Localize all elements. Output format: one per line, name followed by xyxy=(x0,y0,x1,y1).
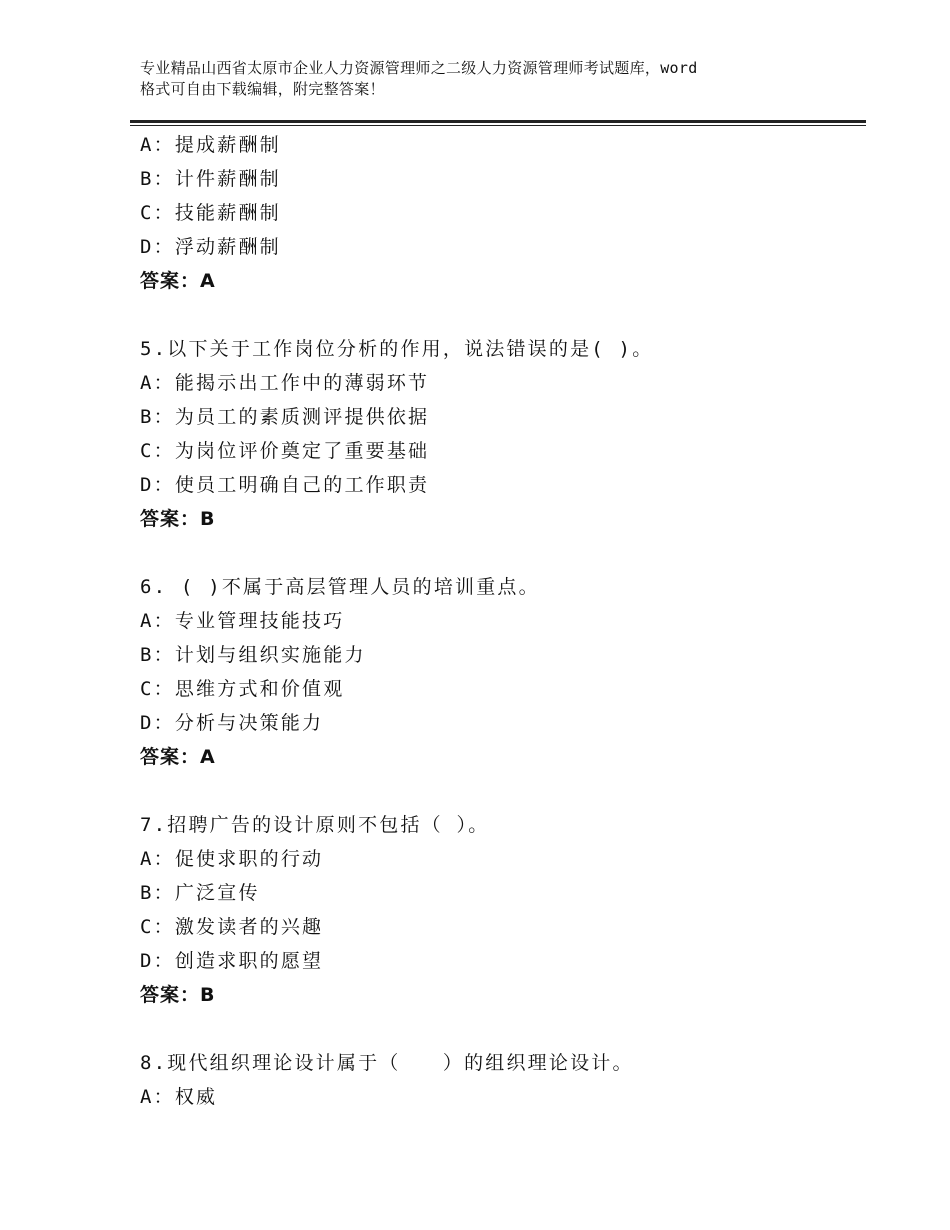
option-a: A：能揭示出工作中的薄弱环节 xyxy=(140,372,430,394)
option-d: D：使员工明确自己的工作职责 xyxy=(140,474,430,496)
option-c: C：为岗位评价奠定了重要基础 xyxy=(140,440,430,462)
header-divider-thin xyxy=(130,125,866,126)
option-b: B：计划与组织实施能力 xyxy=(140,644,366,666)
answer-line: 答案：A xyxy=(140,270,216,292)
option-a: A：权威 xyxy=(140,1086,218,1108)
question-stem: 5.以下关于工作岗位分析的作用，说法错误的是( )。 xyxy=(140,338,654,360)
answer-line: 答案：B xyxy=(140,508,216,530)
question-8 xyxy=(140,1046,860,1114)
question-stem: 8.现代组织理论设计属于（ ）的组织理论设计。 xyxy=(140,1052,634,1074)
option-b: B：广泛宣传 xyxy=(140,882,260,904)
answer-line: 答案：A xyxy=(140,746,216,768)
question-list xyxy=(140,128,860,1114)
option-b: B：计件薪酬制 xyxy=(140,168,281,190)
option-c: C：思维方式和价值观 xyxy=(140,678,345,700)
option-a: A：提成薪酬制 xyxy=(140,134,281,156)
option-d: D：浮动薪酬制 xyxy=(140,236,281,258)
option-d: D：分析与决策能力 xyxy=(140,712,324,734)
question-stem: 7.招聘广告的设计原则不包括（ ）。 xyxy=(140,814,490,836)
spacer xyxy=(140,1012,860,1046)
spacer xyxy=(140,774,860,808)
spacer xyxy=(140,536,860,570)
header-divider-thick xyxy=(130,120,866,123)
option-a: A：专业管理技能技巧 xyxy=(140,610,345,632)
question-5 xyxy=(140,332,860,536)
option-a: A：促使求职的行动 xyxy=(140,848,324,870)
spacer xyxy=(140,298,860,332)
header-title-line-2: 格式可自由下载编辑，附完整答案！ xyxy=(140,80,385,98)
question-4-continued xyxy=(140,128,860,298)
option-c: C：技能薪酬制 xyxy=(140,202,281,224)
document-header xyxy=(140,58,840,100)
option-d: D：创造求职的愿望 xyxy=(140,950,324,972)
question-6 xyxy=(140,570,860,774)
option-b: B：为员工的素质测评提供依据 xyxy=(140,406,430,428)
answer-line: 答案：B xyxy=(140,984,216,1006)
option-c: C：激发读者的兴趣 xyxy=(140,916,324,938)
question-7 xyxy=(140,808,860,1012)
header-title-line-1: 专业精品山西省太原市企业人力资源管理师之二级人力资源管理师考试题库，word xyxy=(140,59,698,77)
question-stem: 6. ( )不属于高层管理人员的培训重点。 xyxy=(140,576,540,598)
